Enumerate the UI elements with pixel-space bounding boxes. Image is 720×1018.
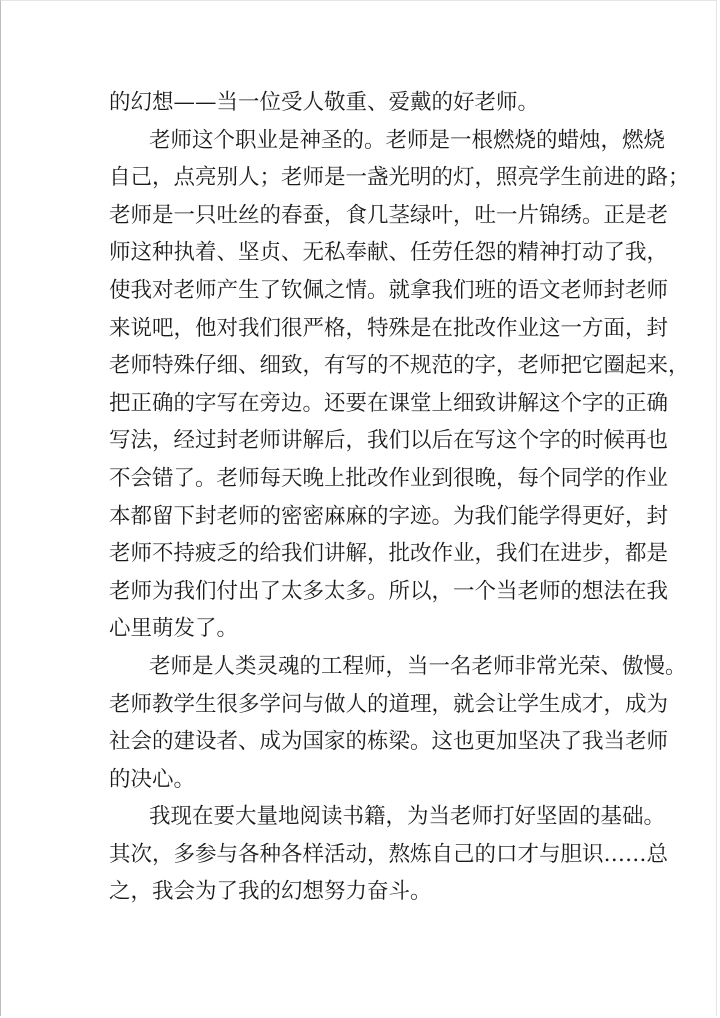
text-line: 不会错了。老师每天晚上批改作业到很晚，每个同学的作业 <box>109 465 669 491</box>
text-line: 我现在要大量地阅读书籍，为当老师打好坚固的基础。 <box>149 804 666 830</box>
text-line: 社会的建设者、成为国家的栋梁。这也更加坚决了我当老师 <box>109 729 669 755</box>
document-body <box>109 84 690 911</box>
text-line: 自己，点亮别人；老师是一盏光明的灯，照亮学生前进的路； <box>109 165 690 191</box>
text-line: 的决心。 <box>109 766 196 792</box>
text-line: 其次，多参与各种各样活动，熬炼自己的口才与胆识……总 <box>109 841 669 867</box>
text-line: 老师为我们付出了太多太多。所以，一个当老师的想法在我 <box>109 578 669 604</box>
paragraph-1 <box>109 84 615 122</box>
paragraph-4 <box>109 798 669 911</box>
text-line: 师这种执着、坚贞、无私奉献、任劳任怨的精神打动了我， <box>109 240 669 266</box>
text-line: 老师教学生很多学问与做人的道理，就会让学生成才，成为 <box>109 691 669 717</box>
text-line: 使我对老师产生了钦佩之情。就拿我们班的语文老师封老师 <box>109 277 669 303</box>
text-line: 写法，经过封老师讲解后，我们以后在写这个字的时候再也 <box>109 428 669 454</box>
text-line: 来说吧，他对我们很严格，特殊是在批改作业这一方面，封 <box>109 315 669 341</box>
text-line: 老师是人类灵魂的工程师，当一名老师非常光荣、傲慢。 <box>149 653 687 679</box>
text-line: 把正确的字写在旁边。还要在课堂上细致讲解这个字的正确 <box>109 390 669 416</box>
paragraph-3 <box>109 648 687 798</box>
text-line: 之，我会为了我的幻想努力奋斗。 <box>109 879 432 905</box>
paragraph-2 <box>109 122 690 648</box>
text-line: 老师不持疲乏的给我们讲解，批改作业，我们在进步，都是 <box>109 541 669 567</box>
text-line: 老师这个职业是神圣的。老师是一根燃烧的蜡烛，燃烧 <box>149 127 666 153</box>
text-line: 老师特殊仔细、细致，有写的不规范的字，老师把它圈起来， <box>109 353 690 379</box>
text-line: 本都留下封老师的密密麻麻的字迹。为我们能学得更好，封 <box>109 503 669 529</box>
text-line: 心里萌发了。 <box>109 616 239 642</box>
text-line: 的幻想——当一位受人敬重、爱戴的好老师。 <box>109 90 540 115</box>
text-line: 老师是一只吐丝的春蚕，食几茎绿叶，吐一片锦绣。正是老 <box>109 202 669 228</box>
